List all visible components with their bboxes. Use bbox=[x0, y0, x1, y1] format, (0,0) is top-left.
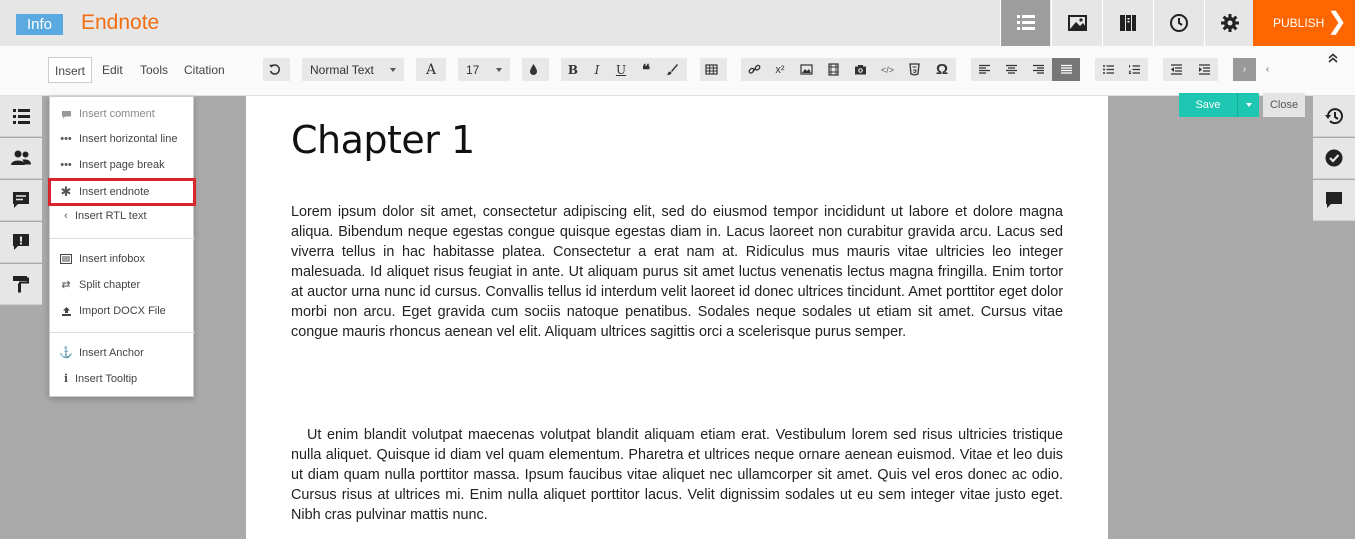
image-icon bbox=[800, 63, 813, 76]
sidebar-feedback-button[interactable] bbox=[0, 222, 42, 263]
comment-text-icon bbox=[10, 189, 32, 211]
chevron-right-icon: ❯ bbox=[1326, 8, 1347, 35]
menu-item-label: Insert horizontal line bbox=[79, 133, 178, 145]
droplet-icon bbox=[527, 63, 540, 76]
font-size-value: 17 bbox=[466, 62, 480, 77]
menu-item-label: Import DOCX File bbox=[79, 305, 166, 317]
history-clock-icon bbox=[1168, 12, 1190, 34]
library-icon bbox=[1117, 12, 1139, 34]
align-right-icon bbox=[1032, 63, 1045, 76]
table-button[interactable] bbox=[700, 58, 723, 81]
close-button[interactable]: Close bbox=[1263, 93, 1305, 117]
video-button[interactable] bbox=[820, 58, 847, 81]
code-icon: </> bbox=[880, 64, 894, 75]
images-button[interactable] bbox=[1051, 0, 1101, 46]
history-button[interactable] bbox=[1153, 0, 1203, 46]
menu-item-insert-infobox[interactable] bbox=[50, 248, 195, 270]
numbered-list-icon bbox=[1128, 63, 1141, 76]
comment-icon bbox=[59, 109, 73, 120]
align-group bbox=[971, 58, 1080, 81]
chevron-right-icon: › bbox=[1242, 64, 1247, 75]
menu-item-split-chapter[interactable] bbox=[50, 274, 195, 296]
toc-button[interactable] bbox=[1000, 0, 1050, 46]
menu-item-insert-horizontal-line[interactable] bbox=[50, 128, 195, 150]
paragraph-2[interactable]: Ut enim blandit volutpat maecenas volutpat blandit aliquam etiam erat. Vestibulum lorem sed risus ultricies tristique nulla aliquet. Quisque id diam vel quam elementum. Pharetra et ultrices neque ornare aenean euismod. Vitae et leo duis ut diam quam nulla porttitor massa. Ipsum faucibus vitae aliquet nec ullamcorper sit amet. Quis vel eros donec ac odio. Cursus risus at ultrices mi. Enim nulla aliquet porttitor lacus. Velit dignissim sodales ut eu sem integer vitae justo eget. Nibh cras pulvinar mattis nunc. bbox=[291, 427, 1063, 523]
align-center-icon bbox=[1005, 63, 1018, 76]
double-chevron-up-icon bbox=[1327, 52, 1339, 64]
ellipsis-icon: ••• bbox=[60, 159, 72, 171]
left-sidebar bbox=[0, 96, 42, 539]
chevron-left-icon: ‹ bbox=[64, 210, 68, 222]
menu-item-insert-comment[interactable] bbox=[50, 103, 195, 125]
users-icon bbox=[10, 147, 32, 169]
table-group bbox=[700, 58, 727, 81]
paragraph-1[interactable]: Lorem ipsum dolor sit amet, consectetur adipiscing elit, sed do eiusmod tempor incididunt ut labore et dolore magna aliqua. Bibendum neque egestas congue quisque egestas diam in. Lacus laoreet non curabitur gravida arcu. Lacus sed viverra tellus in hac habitasse platea. Consectetur a erat nam at. Ridiculus mus mauris vitae ultricies leo integer malesuada. Id aliquet risus feugiat in ante. Ut aliquam purus sit amet luctus venenatis lectus magna fringilla. Enim tortor at auctor urna nunc id cursus. Convallis tellus id interdum velit laoreet id donec ultrices tincidunt. Amet porttitor eget dolor morbi non arcu. Eget gravida cum sociis natoque penatibus. Sodales neque sodales ut etiam sit amet. Cursus vitae congue mauris rhoncus aenean vel elit. Aliquam ultrices sagittis orci a scelerisque purus semper. bbox=[291, 204, 1063, 340]
menu-item-insert-rtl-text[interactable] bbox=[50, 205, 195, 227]
link-icon bbox=[748, 63, 761, 76]
split-arrows-icon: ⇄ bbox=[61, 279, 71, 291]
comment-alert-icon bbox=[10, 231, 32, 253]
outdent-icon bbox=[1170, 63, 1183, 76]
menu-divider bbox=[50, 238, 195, 239]
paint-roller-icon bbox=[10, 273, 32, 295]
camera-button[interactable] bbox=[847, 58, 874, 81]
sidebar-checklist-button[interactable] bbox=[1313, 138, 1355, 179]
library-button[interactable] bbox=[1102, 0, 1152, 46]
paragraph-style-value: Normal Text bbox=[310, 62, 374, 77]
publish-button[interactable] bbox=[1253, 0, 1355, 46]
images-icon bbox=[1066, 12, 1088, 34]
anchor-icon: ⚓ bbox=[59, 347, 73, 359]
collapse-toolbar-button[interactable] bbox=[1320, 46, 1346, 70]
paragraph-style-select[interactable] bbox=[302, 58, 404, 81]
align-justify-icon bbox=[1060, 63, 1073, 76]
color-group bbox=[522, 58, 549, 81]
bold-button[interactable]: B bbox=[567, 62, 579, 77]
image-button[interactable] bbox=[793, 58, 820, 81]
italic-button[interactable]: I bbox=[594, 62, 600, 77]
text-color-button[interactable] bbox=[522, 58, 545, 81]
insert-menu bbox=[49, 96, 194, 397]
undo-icon bbox=[268, 63, 281, 76]
bullet-list-button[interactable] bbox=[1095, 58, 1121, 81]
font-group bbox=[416, 58, 446, 81]
indent-group bbox=[1163, 58, 1218, 81]
toolbar-scroll-left[interactable] bbox=[1256, 58, 1279, 81]
sidebar-format-painter-button[interactable] bbox=[0, 264, 42, 305]
chapter-title[interactable]: Chapter 1 bbox=[291, 118, 475, 162]
list-group bbox=[1095, 58, 1148, 81]
menu-tab-citation[interactable]: Citation bbox=[184, 63, 225, 77]
history-icon bbox=[1323, 105, 1345, 127]
upload-icon bbox=[59, 306, 73, 317]
menu-item-insert-tooltip[interactable] bbox=[50, 368, 195, 390]
indent-icon bbox=[1198, 63, 1211, 76]
menu-item-insert-anchor[interactable] bbox=[50, 342, 195, 364]
menu-item-label: Insert comment bbox=[79, 108, 155, 120]
bullet-list-icon bbox=[1102, 63, 1115, 76]
menu-tab-insert[interactable]: Insert bbox=[48, 57, 92, 83]
menu-item-label: Split chapter bbox=[79, 279, 141, 291]
align-right-button[interactable] bbox=[1025, 58, 1052, 81]
document-title: Endnote bbox=[81, 11, 160, 34]
sidebar-outline-button[interactable] bbox=[0, 96, 42, 137]
right-sidebar bbox=[1313, 96, 1355, 539]
settings-gear-icon bbox=[1219, 12, 1241, 34]
sidebar-revision-history-button[interactable] bbox=[1313, 96, 1355, 137]
menu-item-insert-endnote[interactable] bbox=[49, 179, 195, 205]
align-left-button[interactable] bbox=[971, 58, 998, 81]
clear-format-button[interactable] bbox=[659, 58, 685, 81]
check-circle-icon bbox=[1323, 147, 1345, 169]
info-button[interactable]: Info bbox=[16, 14, 63, 35]
undo-button[interactable] bbox=[263, 58, 286, 81]
chevron-left-icon: ‹ bbox=[1265, 64, 1270, 75]
save-label: Save bbox=[1195, 99, 1221, 111]
html5-button[interactable] bbox=[901, 58, 928, 81]
align-center-button[interactable] bbox=[998, 58, 1025, 81]
code-button[interactable] bbox=[874, 58, 901, 81]
settings-button[interactable] bbox=[1204, 0, 1254, 46]
html5-icon bbox=[908, 63, 921, 76]
menu-item-label: Insert endnote bbox=[79, 186, 150, 198]
quote-icon: ❝ bbox=[641, 61, 651, 79]
quote-button[interactable] bbox=[633, 58, 659, 81]
camera-icon bbox=[854, 63, 867, 76]
indent-button[interactable] bbox=[1190, 58, 1218, 81]
menu-item-insert-page-break[interactable] bbox=[50, 154, 195, 176]
link-button[interactable] bbox=[741, 58, 767, 81]
outdent-button[interactable] bbox=[1163, 58, 1190, 81]
font-family-button[interactable]: A bbox=[425, 61, 437, 78]
toc-icon bbox=[1015, 12, 1037, 34]
chat-icon bbox=[1323, 189, 1345, 211]
film-icon bbox=[827, 63, 840, 76]
publish-label: PUBLISH bbox=[1273, 16, 1325, 30]
insert-group bbox=[741, 58, 956, 81]
sidebar-comments-button[interactable] bbox=[0, 180, 42, 221]
menu-item-import-docx[interactable] bbox=[50, 300, 195, 322]
undo-group bbox=[263, 58, 290, 81]
infobox-icon bbox=[59, 254, 73, 264]
align-left-icon bbox=[978, 63, 991, 76]
menu-tab-tools[interactable]: Tools bbox=[140, 63, 169, 77]
top-bar bbox=[0, 0, 1355, 46]
menu-item-label: Insert Anchor bbox=[79, 347, 144, 359]
align-justify-button[interactable] bbox=[1052, 58, 1080, 81]
menu-tab-edit[interactable]: Edit bbox=[102, 63, 123, 77]
table-icon bbox=[705, 63, 718, 76]
asterisk-icon: ✱ bbox=[60, 184, 72, 199]
numbered-list-button[interactable] bbox=[1121, 58, 1148, 81]
menu-item-label: Insert Tooltip bbox=[75, 373, 138, 385]
format-group bbox=[561, 58, 687, 81]
toolbar-scroll-group bbox=[1233, 58, 1273, 81]
menu-item-label: Insert RTL text bbox=[75, 210, 147, 222]
save-button[interactable] bbox=[1179, 93, 1259, 117]
underline-button[interactable]: U bbox=[615, 62, 627, 77]
font-size-select[interactable] bbox=[458, 58, 510, 81]
menu-item-label: Insert page break bbox=[79, 159, 165, 171]
document-page bbox=[246, 96, 1108, 539]
editor-toolbar bbox=[0, 46, 1355, 96]
info-icon: i bbox=[63, 372, 69, 385]
superscript-button[interactable]: x² bbox=[775, 63, 785, 76]
save-dropdown-toggle[interactable] bbox=[1237, 93, 1259, 117]
menu-item-label: Insert infobox bbox=[79, 253, 146, 265]
special-char-button[interactable] bbox=[928, 58, 956, 81]
omega-icon: Ω bbox=[935, 61, 949, 78]
menu-divider bbox=[50, 332, 195, 333]
ellipsis-icon: ••• bbox=[60, 133, 72, 145]
font-size-group bbox=[458, 58, 510, 81]
sidebar-collaborators-button[interactable] bbox=[0, 138, 42, 179]
style-group bbox=[302, 58, 404, 81]
list-icon bbox=[10, 105, 32, 127]
sidebar-chat-button[interactable] bbox=[1313, 180, 1355, 221]
brush-icon bbox=[666, 63, 679, 76]
toolbar-scroll-right[interactable] bbox=[1233, 58, 1256, 81]
